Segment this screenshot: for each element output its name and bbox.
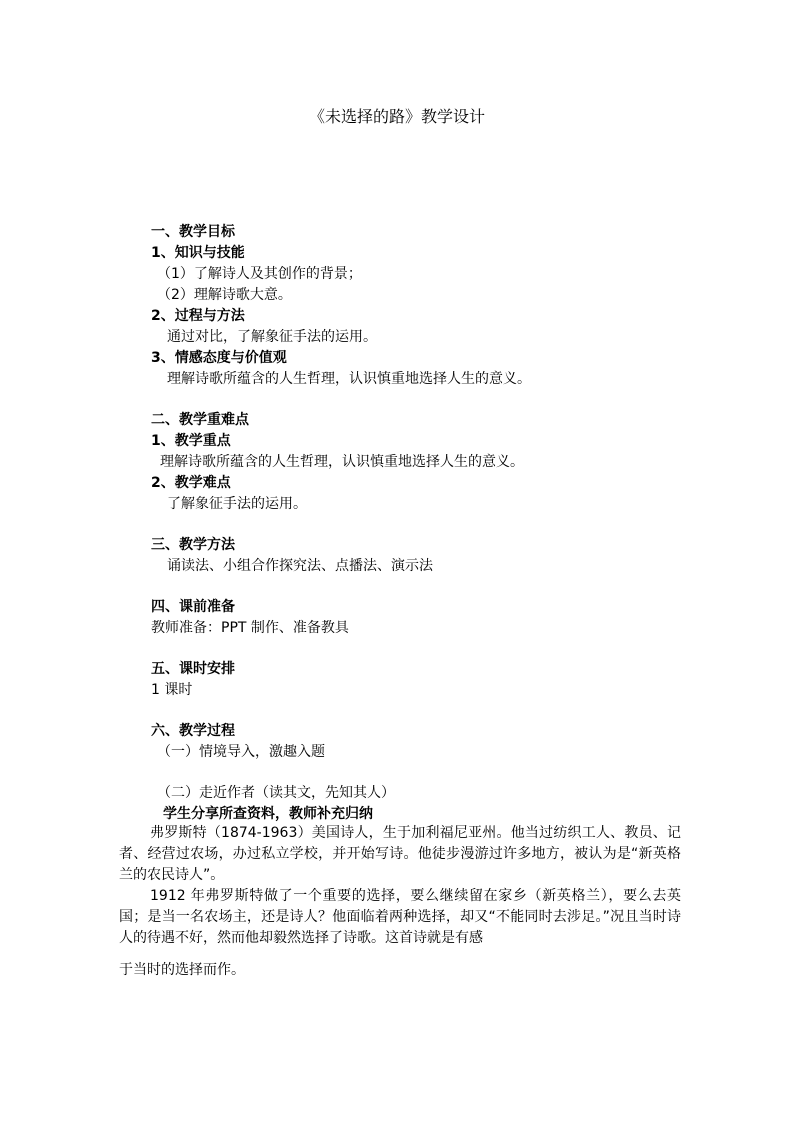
choice-paragraph: 1912 年弗罗斯特做了一个重要的选择，要么继续留在家乡（新英格兰），要么去英国；是当一名农场主，还是诗人？他面临着两种选择，却又“不能同时去涉足。”况且当时诗人的待遇不好，然而他却毅然选择了诗歌。这首诗就是有感 xyxy=(119,888,681,946)
step-heading: （一）情境导入，激趣入题 xyxy=(157,744,325,760)
document-body xyxy=(151,222,681,825)
body-text: 理解诗歌所蕴含的人生哲理，认识慎重地选择人生的意义。 xyxy=(160,454,524,470)
list-item: （2）理解诗歌大意。 xyxy=(157,287,292,303)
section-heading-key-difficult: 二、教学重难点 xyxy=(151,412,249,428)
body-text: 通过对比，了解象征手法的运用。 xyxy=(167,329,377,345)
section-heading-process: 六、教学过程 xyxy=(151,723,235,739)
document-title: 《未选择的路》教学设计 xyxy=(308,107,485,126)
subheading-knowledge-skills: 1、知识与技能 xyxy=(151,245,245,261)
subheading-process-method: 2、过程与方法 xyxy=(151,308,245,324)
body-text: 教师准备：PPT 制作、准备教具 xyxy=(151,620,349,636)
body-text: 理解诗歌所蕴含的人生哲理，认识慎重地选择人生的意义。 xyxy=(167,371,531,387)
body-text: 了解象征手法的运用。 xyxy=(167,496,307,512)
section-heading-objectives: 一、教学目标 xyxy=(151,224,235,240)
subheading-student-share: 学生分享所查资料，教师补充归纳 xyxy=(163,806,373,822)
author-paragraph: 弗罗斯特（1874-1963）美国诗人，生于加利福尼亚州。他当过纺织工人、教员、记者、经营过农场，办过私立学校，并开始写诗。他徒步漫游过许多地方，被认为是“新英格兰的农民诗人”。 xyxy=(119,825,681,883)
body-text: 诵读法、小组合作探究法、点播法、演示法 xyxy=(167,558,433,574)
subheading-attitude-values: 3、情感态度与价值观 xyxy=(151,350,287,366)
subheading-key-points: 1、教学重点 xyxy=(151,433,231,449)
section-heading-schedule: 五、课时安排 xyxy=(151,661,235,677)
section-heading-methods: 三、教学方法 xyxy=(151,537,235,553)
body-text: 1 课时 xyxy=(151,682,193,698)
list-item: （1）了解诗人及其创作的背景； xyxy=(157,266,362,282)
choice-paragraph-end: 于当时的选择而作。 xyxy=(119,962,245,978)
step-heading: （二）走近作者（读其文，先知其人） xyxy=(157,785,395,801)
section-heading-preparation: 四、课前准备 xyxy=(151,599,235,615)
subheading-difficult-points: 2、教学难点 xyxy=(151,475,231,491)
